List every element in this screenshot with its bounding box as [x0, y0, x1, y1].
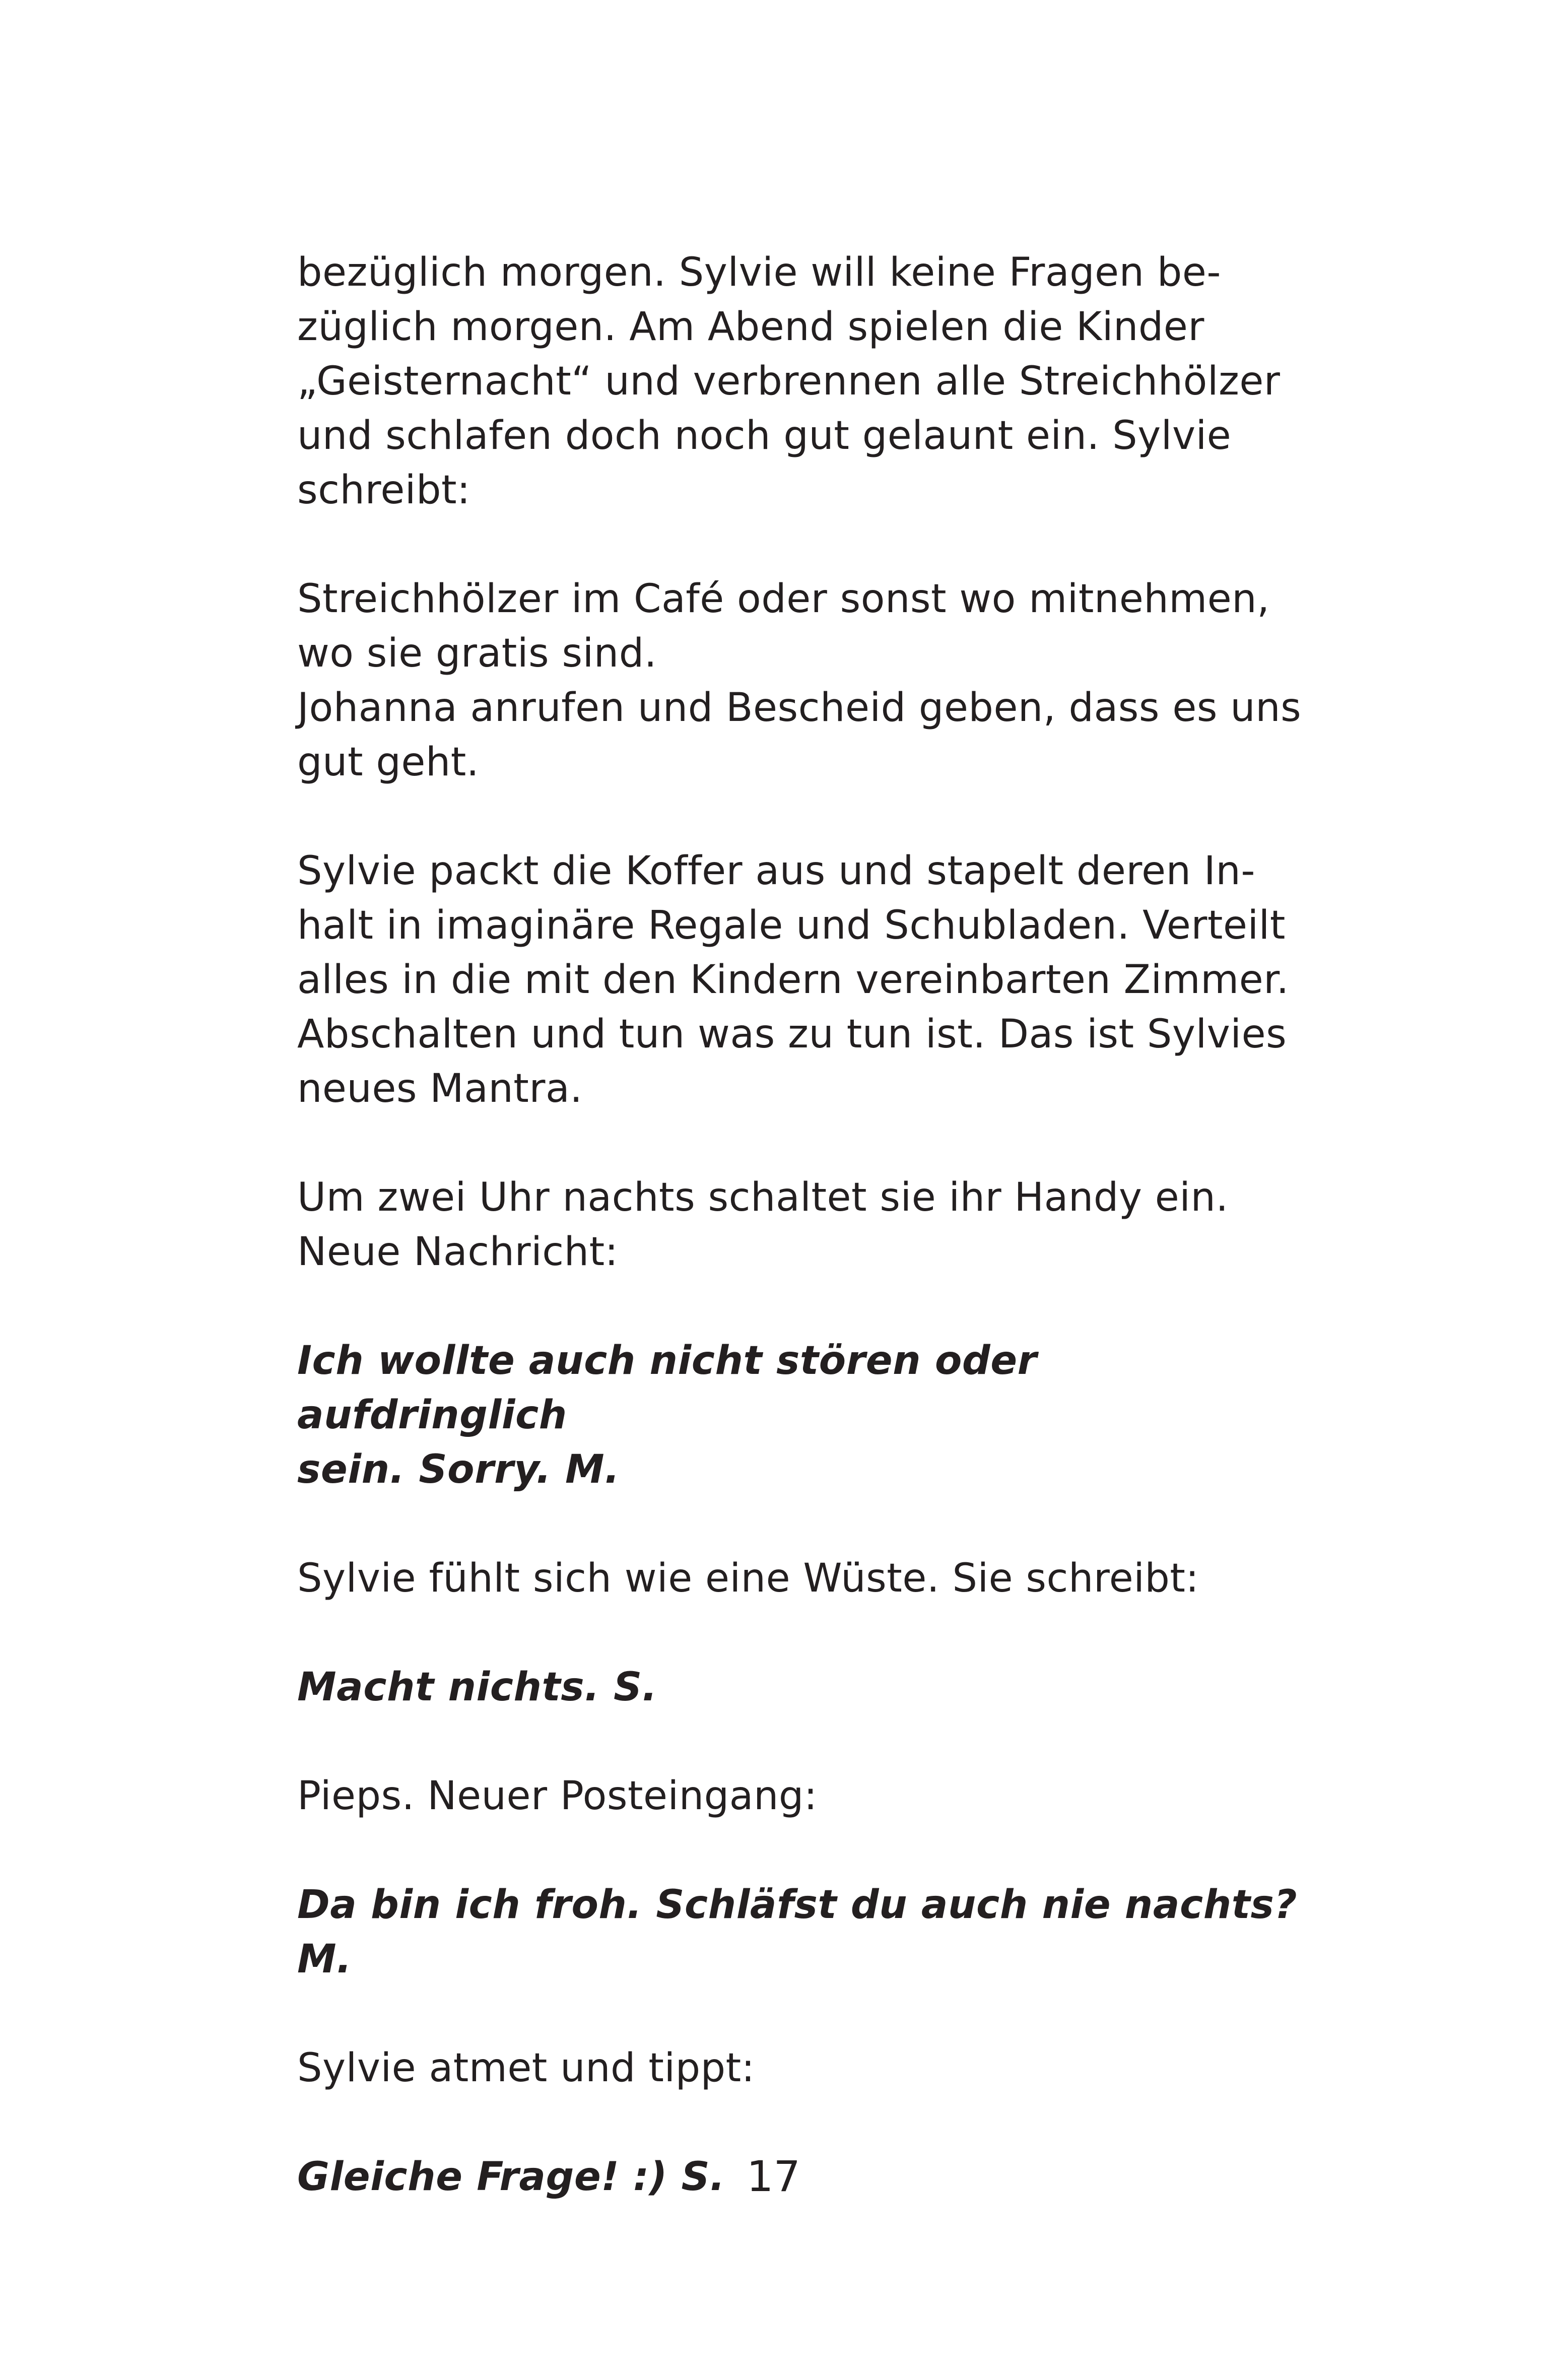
page-number: 17 — [747, 2152, 800, 2201]
paragraph-6: Pieps. Neuer Posteingang: — [297, 1773, 818, 1819]
paragraph-5: Sylvie fühlt sich wie eine Wüste. Sie schreibt: — [297, 1556, 1199, 1601]
body-text — [297, 245, 1305, 2204]
message-1: Ich wollte auch nicht stören oder aufdringlich sein. Sorry. M. — [297, 1338, 1037, 1492]
message-4: Gleiche Frage! :) S. — [297, 2154, 725, 2200]
message-3: Da bin ich froh. Schläfst du auch nie nachts? M. — [297, 1882, 1298, 1982]
paragraph-4: Um zwei Uhr nachts schaltet sie ihr Handy ein. Neue Nachricht: — [297, 1175, 1229, 1275]
paragraph-2: Streichhölzer im Café oder sonst wo mitnehmen, wo sie gratis sind. Johanna anrufen und Bescheid geben, dass es uns gut geht. — [297, 576, 1302, 785]
paragraph-3: Sylvie packt die Koffer aus und stapelt deren In- halt in imaginäre Regale und Schubladen. Verteilt alles in die mit den Kindern vereinbarten Zimmer. Abschalten und tun was zu tun ist. Das ist Sylvies neues Mantra. — [297, 848, 1289, 1111]
paragraph-7: Sylvie atmet und tippt: — [297, 2045, 755, 2091]
paragraph-1: bezüglich morgen. Sylvie will keine Fragen be- züglich morgen. Am Abend spielen die Kinder „Geisternacht“ und verbrennen alle Streichhölzer und schlafen doch noch gut gelaunt ein. Sylvie schreibt: — [297, 250, 1281, 513]
message-2: Macht nichts. S. — [297, 1665, 657, 1710]
